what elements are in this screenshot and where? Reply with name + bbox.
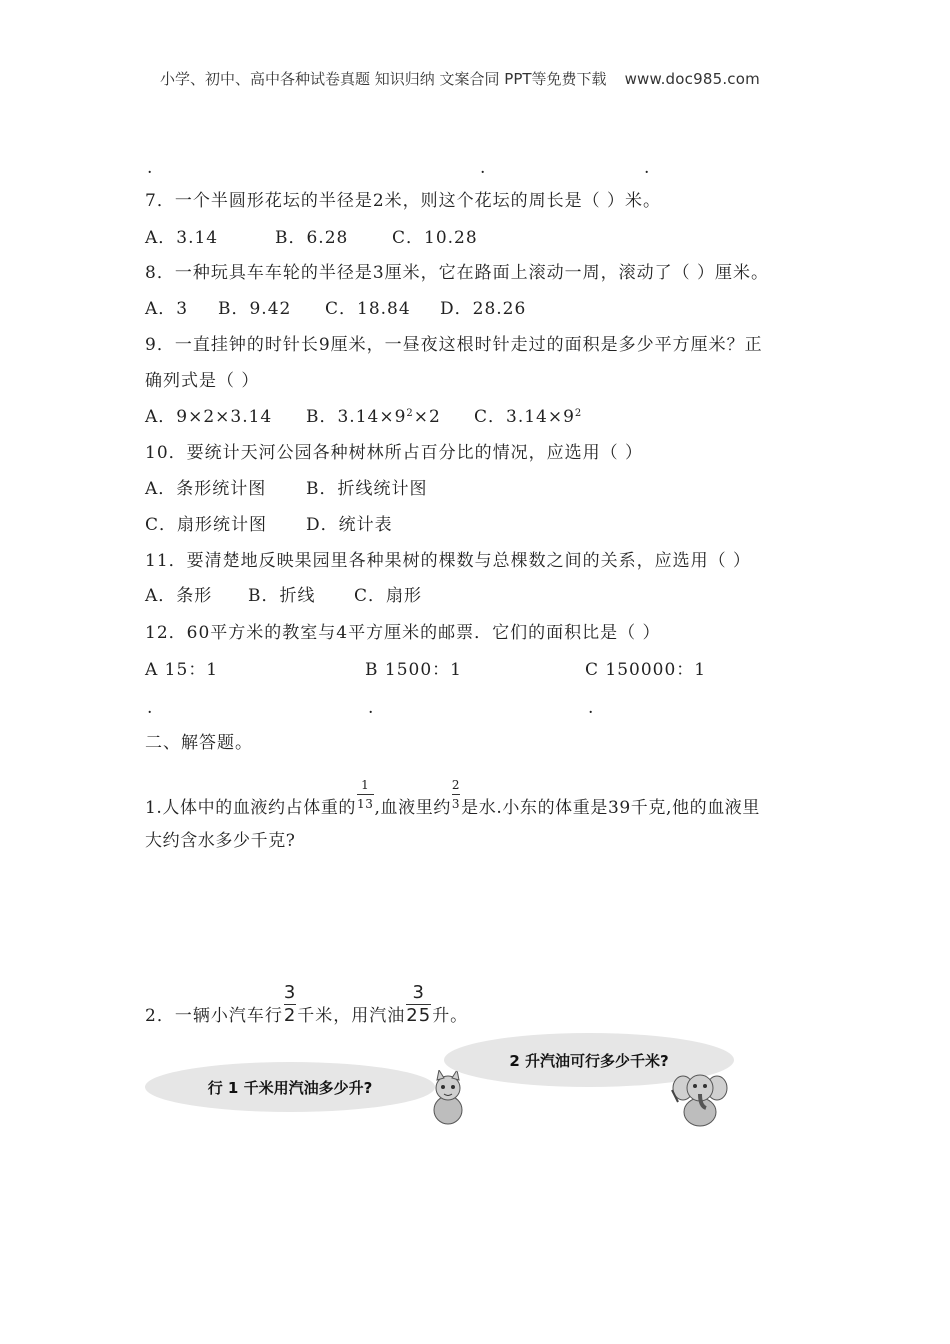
q10-option-b: B．折线统计图	[306, 479, 428, 499]
q11-option-a: A．条形	[145, 586, 213, 606]
header-text: 小学、初中、高中各种试卷真题 知识归纳 文案合同 PPT等免费下载	[160, 70, 607, 88]
q9-stem-line2: 确列式是（ ）	[145, 371, 260, 391]
header-site: www.doc985.com	[624, 70, 760, 88]
speech-bubble-right: 2 升汽油可行多少千米?	[444, 1033, 734, 1087]
q10-option-d: D．统计表	[306, 515, 393, 535]
problem-1-line2: 大约含水多少千克?	[145, 831, 296, 851]
dot-mark: .	[480, 158, 486, 178]
page-header	[160, 68, 760, 89]
q9-option-b: B．$3.14\times 9^2\times 2$	[306, 407, 441, 427]
problem-1-line1: 1.人体中的血液约占体重的 $\frac{1}{13}$ ,血液里约 $\frac{2}{3}$ 是水.小东的体重是39千克,他的血液里	[145, 778, 761, 818]
q7-option-b: B．6.28	[275, 228, 349, 248]
speech-bubble-left: 行 1 千米用汽油多少升?	[145, 1062, 435, 1112]
q12-option-b: B 1500：1	[365, 660, 462, 680]
elephant-icon	[670, 1068, 730, 1128]
dot-mark: .	[147, 698, 153, 718]
q7-stem: 7．一个半圆形花坛的半径是2米，则这个花坛的周长是（ ）米。	[145, 191, 662, 211]
q11-option-c: C．扇形	[354, 586, 423, 606]
q12-option-a: A 15：1	[145, 660, 219, 680]
q12-option-c: C 150000：1	[585, 660, 707, 680]
q12-stem: 12．60平方米的教室与4平方厘米的邮票．它们的面积比是（ ）	[145, 623, 661, 643]
q7-option-c: C．10.28	[392, 228, 478, 248]
q8-stem: 8．一种玩具车车轮的半径是3厘米，它在路面上滚动一周，滚动了（ ）厘米。	[145, 263, 770, 283]
dot-mark: .	[588, 698, 594, 718]
q10-stem: 10．要统计天河公园各种树林所占百分比的情况，应选用（ ）	[145, 443, 644, 463]
q10-option-c: C．扇形统计图	[145, 515, 268, 535]
q10-option-a: A．条形统计图	[145, 479, 267, 499]
section-heading: 二、解答题。	[145, 733, 253, 753]
q8-option-a: A．3	[145, 299, 189, 319]
problem-2-line: 2．一辆小汽车行 $\frac{3}{2}$ 千米，用汽油 $\frac{3}{25}$ 升。	[145, 982, 469, 1026]
q8-option-c: C．18.84	[325, 299, 411, 319]
dot-mark: .	[644, 158, 650, 178]
dot-mark: .	[368, 698, 374, 718]
q8-option-b: B．9.42	[218, 299, 292, 319]
cat-icon	[428, 1070, 468, 1126]
fraction-3-25: $\frac{3}{25}$	[406, 982, 432, 1026]
q11-stem: 11．要清楚地反映果园里各种果树的棵数与总棵数之间的关系，应选用（ ）	[145, 551, 752, 571]
q11-option-b: B．折线	[248, 586, 316, 606]
fraction-3-2: $\frac{3}{2}$	[283, 982, 297, 1026]
dot-mark: .	[147, 158, 153, 178]
q7-option-a: A．3.14	[145, 228, 219, 248]
fraction-1-13: $\frac{1}{13}$	[357, 778, 374, 811]
q9-option-a: A．9×2×3.14	[145, 407, 273, 427]
q9-stem-line1: 9．一直挂钟的时针长9厘米，一昼夜这根时针走过的面积是多少平方厘米？正	[145, 335, 763, 355]
q8-option-d: D．28.26	[440, 299, 527, 319]
fraction-2-3: $\frac{2}{3}$	[451, 778, 461, 811]
q9-option-c: C．$3.14\times 9^2$	[474, 407, 583, 427]
